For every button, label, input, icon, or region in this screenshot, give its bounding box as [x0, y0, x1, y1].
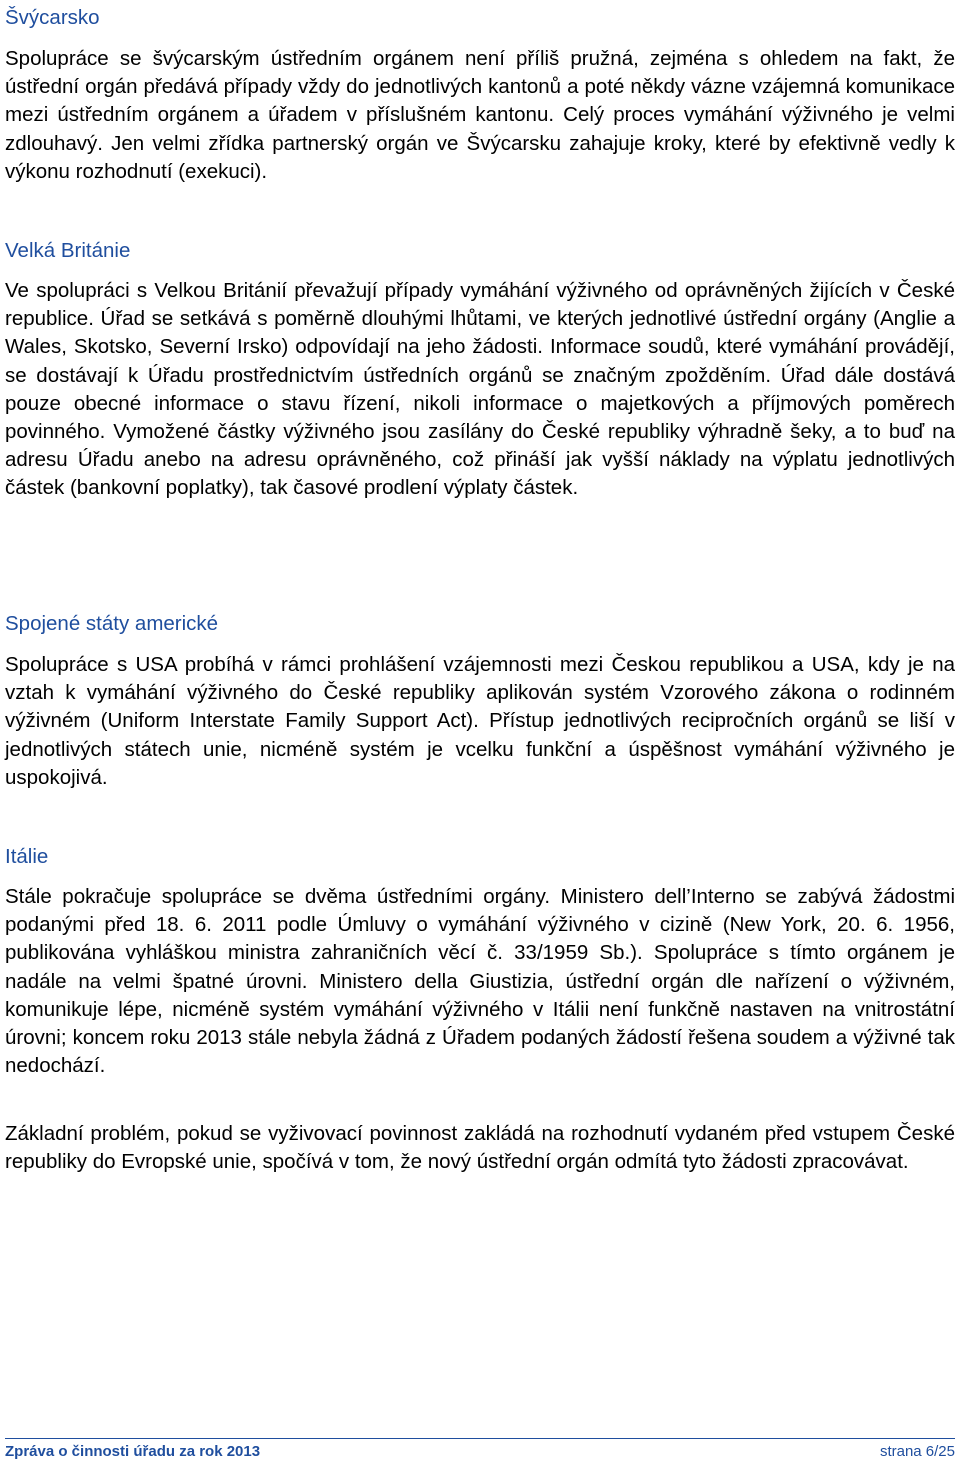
footer-page-number: strana 6/25	[879, 1443, 955, 1460]
section-heading-switzerland: Švýcarsko	[5, 6, 100, 29]
footer-title: Zpráva o činnosti úřadu za rok 2013	[5, 1443, 261, 1460]
section-paragraph-great-britain: Ve spolupráci s Velkou Británií převažují případy vymáhání výživného od oprávněných žijících v České republice. Úřad se setkává s poměrně dlouhými lhůtami, ve kterých jednotlivé ústřední orgány (Anglie a Wales, Skotsko, Severní Irsko) odpovídají na jeho žádosti. Informace soudů, které vymáhání provádějí, se dostávají k Úřadu prostřednictvím ústředních orgánů se značným zpožděním. Úřad dále dostává pouze obecné informace o stavu řízení, nikoli informace o majetkových a příjmových poměrech povinného. Vymožené částky výživného jsou zasílány do České republiky výhradně šeky, a to buď na adresu Úřadu anebo na adresu oprávněného, což přináší jak vyšší náklady na výplatu jednotlivých částek (bankovní poplatky), tak časové prodlení výplaty částek.	[5, 279, 955, 500]
section-heading-italy: Itálie	[5, 845, 49, 868]
section-paragraph-italy-2: Základní problém, pokud se vyživovací povinnost zakládá na rozhodnutí vydaném před vstupem České republiky do Evropské unie, spočívá v tom, že nový ústřední orgán odmítá tyto žádosti zpracovávat.	[5, 1122, 955, 1174]
page-footer	[5, 1438, 955, 1461]
section-paragraph-italy-1: Stále pokračuje spolupráce se dvěma ústředními orgány. Ministero dell’Interno se zabývá žádostmi podanými před 18. 6. 2011 podle Úmluvy o vymáhání výživného v cizině (New York, 20. 6. 1956, publikována vyhláškou ministra zahraničních věcí č. 33/1959 Sb.). Spolupráce s tímto orgánem je nadále na velmi špatné úrovni. Ministero della Giustizia, ústřední orgán dle nařízení o výživném, komunikuje lépe, nicméně systém vymáhání výživného v Itálii není funkčně nastaven na vnitrostátní úrovni; koncem roku 2013 stále nebyla žádná z Úřadem podaných žádostí řešena soudem a výživné tak nedochází.	[5, 885, 955, 1078]
section-paragraph-usa: Spolupráce s USA probíhá v rámci prohlášení vzájemnosti mezi Českou republikou a USA, kdy je na vztah k vymáhání výživného do České republiky aplikován systém Vzorového zákona o rodinném výživném (Uniform Interstate Family Support Act). Přístup jednotlivých recipročních orgánů se liší v jednotlivých státech unie, nicméně systém je vcelku funkční a úspěšnost vymáhání výživného je uspokojivá.	[5, 653, 955, 789]
section-paragraph-switzerland: Spolupráce se švýcarským ústředním orgánem není příliš pružná, zejména s ohledem na fakt, že ústřední orgán předává případy vždy do jednotlivých kantonů a poté někdy vázne vzájemná komunikace mezi ústředním orgánem a úřadem v příslušném kantonu. Celý proces vymáhání výživného je velmi zdlouhavý. Jen velmi zřídka partnerský orgán ve Švýcarsku zahajuje kroky, které by efektivně vedly k výkonu rozhodnutí (exekuci).	[5, 47, 955, 183]
section-heading-great-britain: Velká Británie	[5, 239, 131, 262]
section-heading-usa: Spojené státy americké	[5, 612, 219, 635]
